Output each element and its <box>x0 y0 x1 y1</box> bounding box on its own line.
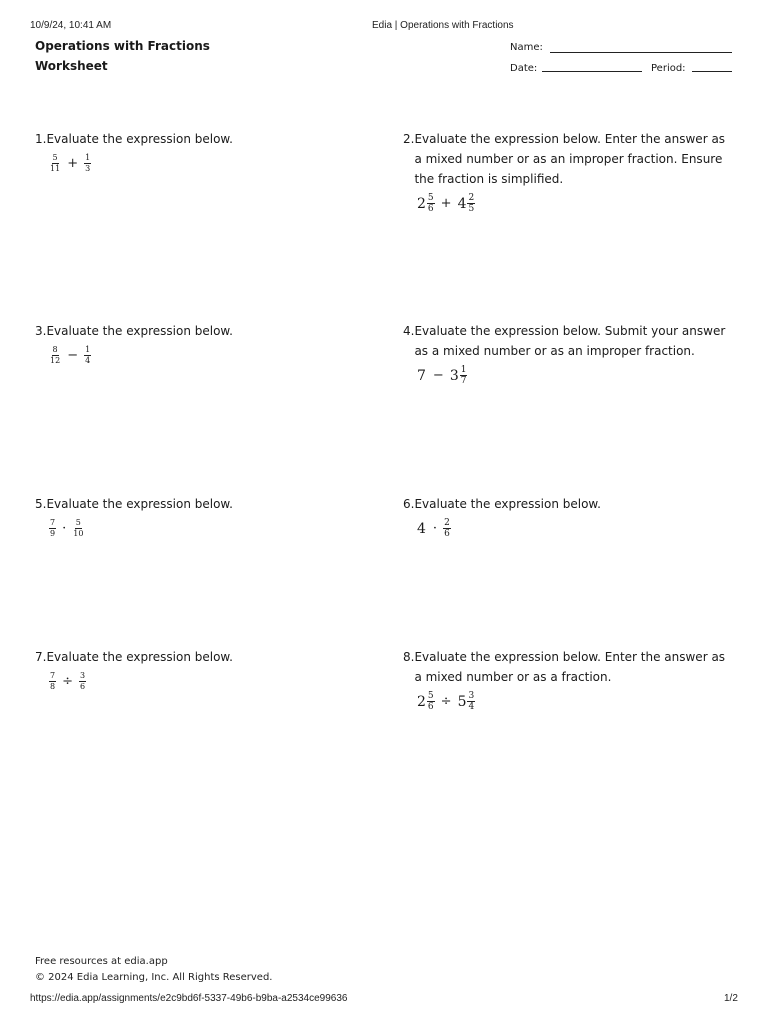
mixed-number <box>458 193 476 214</box>
fraction-stack <box>427 691 435 712</box>
question-text: Evaluate the expression below. <box>46 650 233 664</box>
question-number: 6. <box>403 497 415 511</box>
question-4 <box>403 321 733 386</box>
math-expression <box>417 365 733 386</box>
numerator: 2 <box>468 193 475 203</box>
question-2 <box>403 129 733 214</box>
fraction-stack <box>49 671 56 692</box>
math-expression <box>49 671 355 692</box>
fraction-stack <box>467 193 475 214</box>
fraction-stack <box>467 691 475 712</box>
numerator: 1 <box>85 153 91 162</box>
math-expression <box>417 518 733 539</box>
math-expression <box>49 518 355 539</box>
denominator: 6 <box>427 702 434 712</box>
numerator: 5 <box>427 193 434 203</box>
fraction <box>84 345 91 366</box>
fraction-stack <box>443 518 451 539</box>
denominator: 12 <box>50 356 61 365</box>
question-5 <box>35 494 355 539</box>
fraction-stack <box>49 153 61 174</box>
denominator: 9 <box>50 529 56 538</box>
math-expression <box>417 193 733 214</box>
name-label: Name: <box>510 42 543 53</box>
mixed-number <box>417 691 435 712</box>
denominator: 6 <box>444 529 450 539</box>
footer-copyright: © 2024 Edia Learning, Inc. All Rights Reserved. <box>35 972 273 983</box>
question-1 <box>35 129 355 174</box>
whole-part: 7 <box>417 367 426 384</box>
numerator: 5 <box>427 691 434 701</box>
question-number: 3. <box>35 324 47 338</box>
fraction <box>72 518 84 539</box>
fraction <box>84 153 91 174</box>
question-text: Evaluate the expression below. Enter the answer as a mixed number or as a fraction. <box>414 650 726 684</box>
operator: ÷ <box>62 673 73 689</box>
numerator: 8 <box>52 345 58 354</box>
numerator: 2 <box>444 518 450 528</box>
numerator: 5 <box>75 518 81 527</box>
question-3 <box>35 321 355 366</box>
mixed-number <box>458 691 476 712</box>
question-text: Evaluate the expression below. <box>46 324 233 338</box>
question-number: 1. <box>35 132 47 146</box>
denominator: 10 <box>73 529 84 538</box>
fraction-stack <box>49 518 56 539</box>
whole-number <box>417 366 427 386</box>
whole-part: 3 <box>449 367 459 384</box>
numerator: 3 <box>468 691 475 701</box>
math-expression <box>417 691 733 712</box>
footer-resources: Free resources at edia.app <box>35 956 168 967</box>
operator: + <box>67 155 79 171</box>
period-field[interactable] <box>692 71 732 72</box>
denominator: 6 <box>80 682 86 691</box>
fraction-stack <box>79 671 86 692</box>
question-text: Evaluate the expression below. <box>414 497 601 511</box>
date-label: Date: <box>510 63 538 74</box>
denominator: 8 <box>50 682 56 691</box>
whole-part: 2 <box>417 195 426 212</box>
fraction <box>49 345 61 366</box>
fraction <box>49 671 56 692</box>
fraction-stack <box>84 153 91 174</box>
denominator: 4 <box>468 702 475 712</box>
numerator: 1 <box>460 365 467 375</box>
whole-part: 2 <box>417 693 426 710</box>
fraction <box>49 518 56 539</box>
question-text: Evaluate the expression below. Enter the answer as a mixed number or as an improper fraction. Ensure the fraction is simplified. <box>414 132 726 186</box>
print-page-number: 1/2 <box>724 993 738 1004</box>
mixed-number <box>417 193 435 214</box>
operator: − <box>67 347 79 363</box>
denominator: 6 <box>427 204 434 214</box>
print-page-title: Edia | Operations with Fractions <box>372 20 514 31</box>
period-label: Period: <box>651 63 686 74</box>
denominator: 3 <box>85 164 91 173</box>
print-timestamp: 10/9/24, 10:41 AM <box>30 20 112 31</box>
worksheet-title-line1: Operations with Fractions <box>35 39 210 53</box>
question-6 <box>403 494 733 539</box>
question-text: Evaluate the expression below. <box>46 132 233 146</box>
denominator: 5 <box>468 204 475 214</box>
denominator: 11 <box>50 164 61 173</box>
fraction-stack <box>49 345 61 366</box>
operator: · <box>432 520 438 536</box>
whole-part: 4 <box>457 195 467 212</box>
fraction-stack <box>84 345 91 366</box>
question-number: 4. <box>403 324 415 338</box>
fraction-stack <box>460 365 468 386</box>
worksheet-title-line2: Worksheet <box>35 59 108 73</box>
fraction <box>443 518 451 539</box>
question-text: Evaluate the expression below. Submit your answer as a mixed number or as an improper fraction. <box>414 324 726 358</box>
operator: + <box>440 195 452 211</box>
numerator: 1 <box>85 345 91 354</box>
fraction <box>49 153 61 174</box>
denominator: 4 <box>85 356 91 365</box>
operator: ÷ <box>440 693 452 709</box>
worksheet-title <box>35 36 210 76</box>
mixed-number <box>450 365 468 386</box>
denominator: 7 <box>460 376 467 386</box>
whole-part: 5 <box>457 693 467 710</box>
operator: · <box>62 520 67 536</box>
date-field[interactable] <box>542 71 642 72</box>
numerator: 7 <box>50 518 56 527</box>
print-url: https://edia.app/assignments/e2c9bd6f-5337-49b6-b9ba-a2534ce99636 <box>30 993 348 1004</box>
whole-part: 4 <box>417 520 426 537</box>
fraction <box>79 671 86 692</box>
numerator: 3 <box>80 671 86 680</box>
math-expression <box>49 153 355 174</box>
question-number: 7. <box>35 650 47 664</box>
math-expression <box>49 345 355 366</box>
whole-number <box>417 519 427 539</box>
question-number: 5. <box>35 497 47 511</box>
fraction-stack <box>427 193 435 214</box>
numerator: 5 <box>52 153 58 162</box>
operator: − <box>432 367 444 383</box>
name-field[interactable] <box>550 52 732 53</box>
question-8 <box>403 647 733 712</box>
question-7 <box>35 647 355 692</box>
question-number: 8. <box>403 650 415 664</box>
fraction-stack <box>72 518 84 539</box>
numerator: 7 <box>50 671 56 680</box>
question-text: Evaluate the expression below. <box>46 497 233 511</box>
question-number: 2. <box>403 132 415 146</box>
